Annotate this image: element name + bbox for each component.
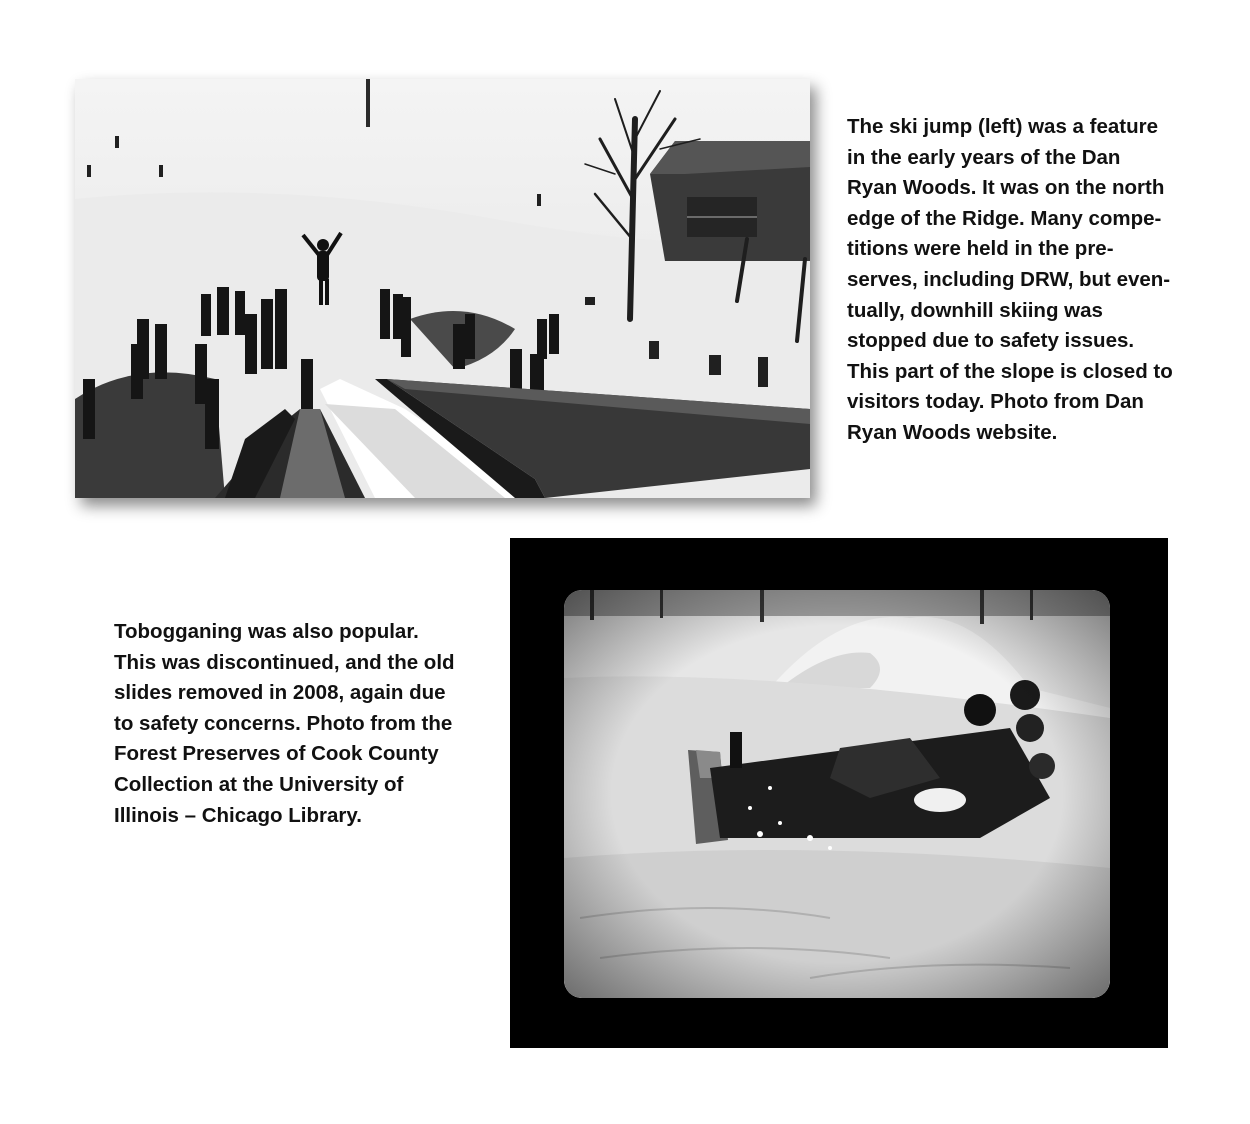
- caption-line: stopped due to safety issues.: [847, 329, 1135, 353]
- caption-line: Ryan Woods. It was on the north: [847, 176, 1165, 200]
- caption-line: Forest Preserves of Cook County: [114, 742, 439, 766]
- caption-line: This part of the slope is closed to: [847, 359, 1173, 383]
- caption-line: to safety concerns. Photo from the: [114, 711, 453, 735]
- lodge-building: [650, 141, 810, 261]
- toboggan-photo: [510, 538, 1168, 1048]
- caption-line: tually, downhill skiing was: [847, 298, 1103, 322]
- caption-line: in the early years of the Dan: [847, 145, 1121, 169]
- caption-line: visitors today. Photo from Dan: [847, 390, 1144, 414]
- caption-line: slides removed in 2008, again due: [114, 681, 446, 705]
- ski-jump-photo: [75, 79, 810, 498]
- caption-line: Illinois – Chicago Library.: [114, 803, 362, 827]
- caption-line: edge of the Ridge. Many compe-: [847, 206, 1162, 230]
- caption-line: titions were held in the pre-: [847, 237, 1114, 261]
- caption-line: Ryan Woods website.: [847, 420, 1058, 444]
- toboggan-caption: [114, 617, 494, 831]
- toboggan-image: [510, 538, 1168, 1048]
- caption-line: This was discontinued, and the old: [114, 650, 455, 674]
- caption-line: The ski jump (left) was a feature: [847, 115, 1158, 138]
- ski-jump-caption: [847, 112, 1207, 449]
- caption-line: Collection at the University of: [114, 772, 404, 796]
- caption-line: Tobogganing was also popular.: [114, 620, 419, 643]
- ski-jump-image: [75, 79, 810, 498]
- caption-line: serves, including DRW, but even-: [847, 267, 1171, 291]
